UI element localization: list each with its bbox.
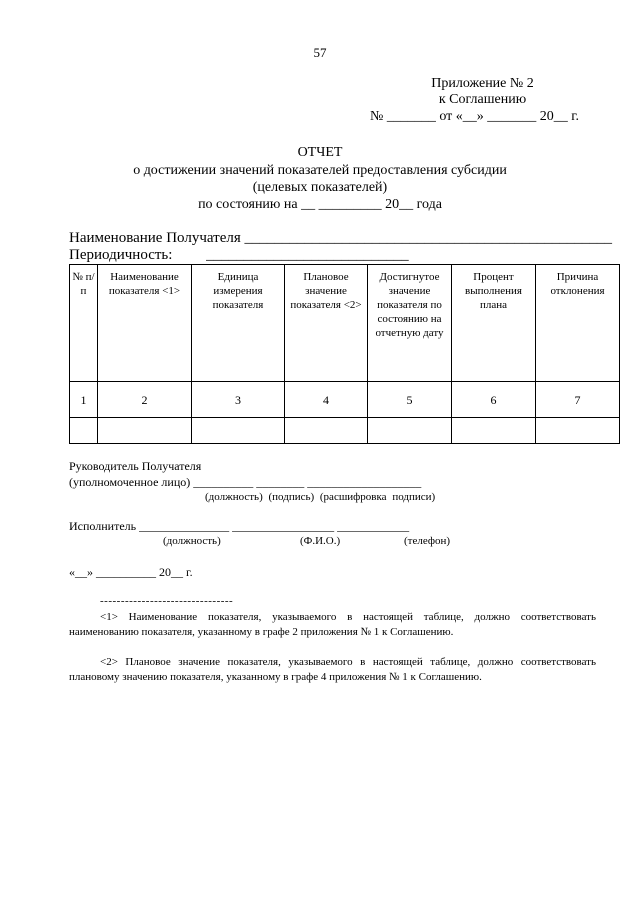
head-signature-caption: (должность) (подпись) (расшифровка подписи) [205, 491, 436, 503]
table-empty-row [70, 418, 620, 444]
empty-cell[interactable] [70, 418, 98, 444]
empty-cell[interactable] [192, 418, 285, 444]
report-date-line: по состоянию на __ _________ 20__ года [198, 197, 442, 212]
empty-cell[interactable] [536, 418, 620, 444]
recipient-name-label: Наименование Получателя [69, 230, 241, 246]
empty-cell[interactable] [98, 418, 192, 444]
column-number-cell: 4 [285, 382, 368, 418]
periodicity-label: Периодичность: [69, 247, 173, 263]
appendix-number: Приложение № 2 [431, 76, 534, 91]
column-number-cell: 3 [192, 382, 285, 418]
footnote-separator: -------------------------------- [100, 595, 234, 607]
appendix-agreement: к Соглашению [438, 92, 527, 107]
header-indicator-name: Наименование показателя <1> [98, 265, 192, 382]
column-number-cell: 2 [98, 382, 192, 418]
empty-cell[interactable] [285, 418, 368, 444]
indicators-table [69, 264, 620, 444]
header-achieved-value: Достигнутое значение показателя по состоянию на отчетную дату [368, 265, 452, 382]
table-number-row [70, 382, 620, 418]
document-subtitle-2: (целевых показателей) [252, 180, 388, 195]
executor-position-caption: (должность) [163, 535, 221, 547]
periodicity-blank: ___________________________ [206, 247, 409, 263]
column-number-cell: 5 [368, 382, 452, 418]
recipient-name-row [69, 230, 612, 247]
document-title: ОТЧЕТ [297, 145, 343, 160]
executor-signature-line: Исполнитель _______________ _________________ ____________ [69, 519, 410, 533]
header-planned-value: Плановое значение показателя <2> [285, 265, 368, 382]
empty-cell[interactable] [368, 418, 452, 444]
executor-name-caption: (Ф.И.О.) [300, 535, 341, 547]
appendix-agreement-number: № _______ от «__» _______ 20__ г. [370, 109, 579, 124]
document-subtitle-1: о достижении значений показателей предоставления субсидии [133, 163, 507, 178]
periodicity-row [69, 247, 409, 264]
recipient-name-blank: _________________________________________________ [244, 230, 612, 246]
footnote-1: <1> Наименование показателя, указываемого в настоящей таблице, должно соответствовать наименованию показателя, указанному в графе 2 приложения № 1 к Соглашению. [69, 611, 596, 638]
header-number: № п/п [70, 265, 98, 382]
executor-phone-caption: (телефон) [404, 535, 451, 547]
empty-cell[interactable] [452, 418, 536, 444]
header-completion-percent: Процент выполнения плана [452, 265, 536, 382]
signature-date-line: «__» __________ 20__ г. [69, 565, 193, 579]
header-unit: Единица измерения показателя [192, 265, 285, 382]
column-number-cell: 7 [536, 382, 620, 418]
column-number-cell: 6 [452, 382, 536, 418]
table-header-row [70, 265, 620, 382]
footnote-2: <2> Плановое значение показателя, указываемого в настоящей таблице, должно соответствовать плановому значению показателя, указанному в графе 4 приложения № 1 к Соглашению. [69, 656, 596, 683]
head-signature-line: (уполномоченное лицо) __________ ________ ___________________ [69, 475, 422, 489]
header-deviation-reason: Причина отклонения [536, 265, 620, 382]
column-number-cell: 1 [70, 382, 98, 418]
page-number: 57 [313, 45, 327, 60]
head-signature-title: Руководитель Получателя [69, 459, 202, 473]
